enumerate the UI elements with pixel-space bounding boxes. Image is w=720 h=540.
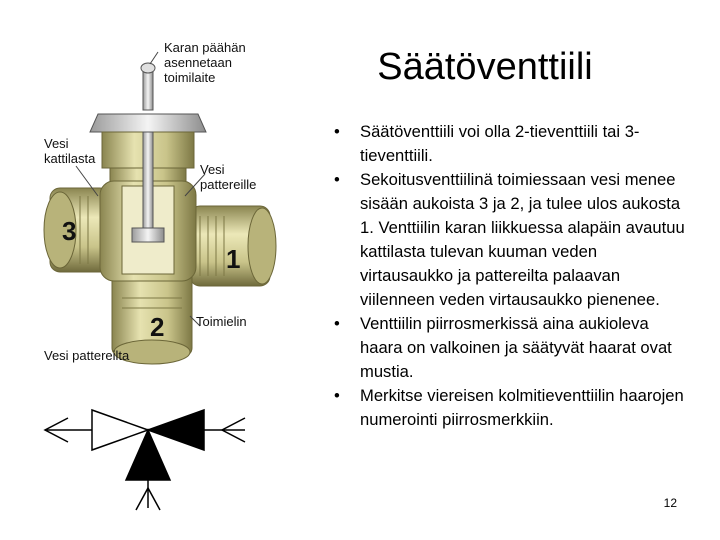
bullet-marker: • [334, 122, 340, 141]
label-from-radiators: Vesi pattereilta [44, 348, 130, 363]
valve-symbol [40, 400, 255, 515]
port-number-2: 2 [150, 312, 165, 342]
port-number-1: 1 [226, 244, 241, 274]
label-actuator: Karan päähän asennetaan toimilaite [164, 40, 246, 85]
bullet-marker: • [334, 314, 340, 333]
bullet-text: Venttiilin piirrosmerkissä aina aukioleva haara on valkoinen ja säätyvät haarat ovat mustia. [360, 314, 672, 381]
page-number: 12 [663, 496, 677, 510]
port-number-3: 3 [62, 216, 77, 246]
label-from-boiler: Vesi kattilasta [44, 136, 96, 166]
bullet-marker: • [334, 386, 340, 405]
label-to-radiators: Vesi pattereille [200, 162, 257, 192]
label-actuator-short: Toimielin [196, 314, 247, 329]
slide-title: Säätöventtiili [377, 46, 593, 88]
bullet-list [332, 120, 687, 432]
valve-illustration [40, 36, 280, 376]
bullet-text: Sekoitusventtiilinä toimiessaan vesi menee sisään aukoista 3 ja 2, ja tulee ulos aukosta 1. Venttiilin karan liikkuessa alapäin avautuu kattilasta tulevan kuuman veden virtausaukko ja pattereilta palaavan viilenneen veden virtausaukko pienenee. [360, 170, 685, 309]
bullet-item [332, 384, 687, 432]
bullet-text: Säätöventtiili voi olla 2-tieventtiili tai 3-tieventtiili. [360, 122, 640, 165]
bullet-marker: • [334, 170, 340, 189]
bullet-item [332, 120, 687, 168]
bullet-text: Merkitse viereisen kolmitieventtiilin haarojen numerointi piirrosmerkkiin. [360, 386, 684, 429]
bullet-item [332, 168, 687, 312]
bullet-item [332, 312, 687, 384]
three-way-valve-symbol-icon [40, 400, 255, 515]
